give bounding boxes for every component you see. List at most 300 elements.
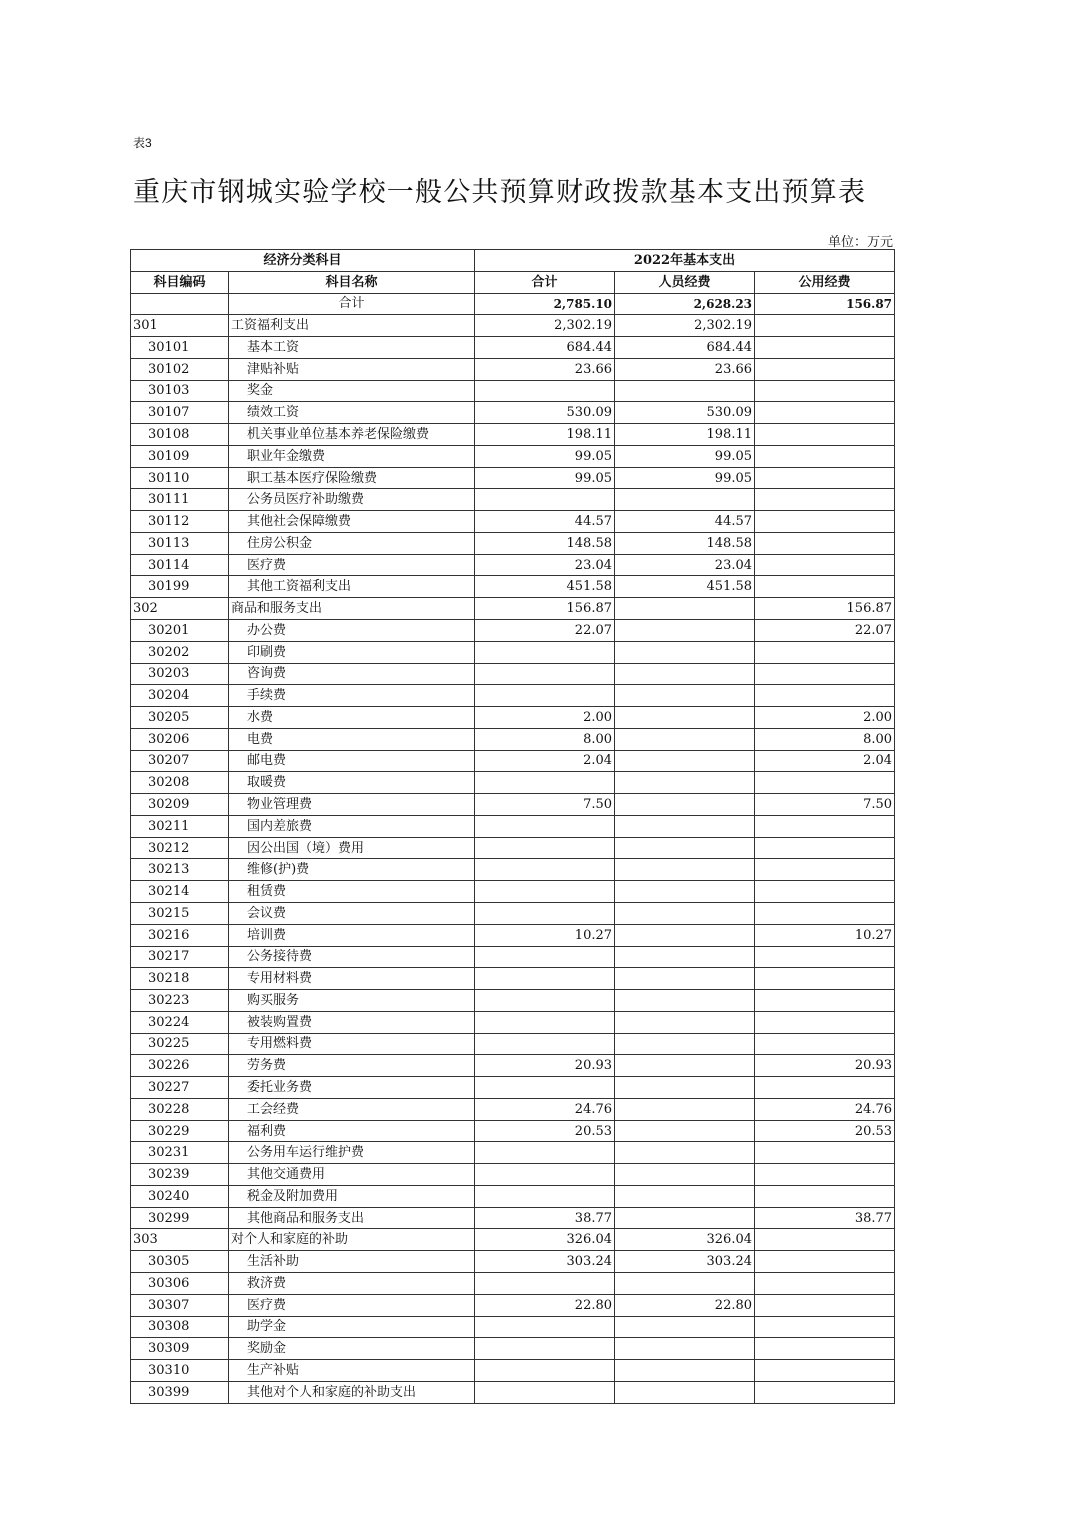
code-cell: 30229 bbox=[131, 1120, 229, 1142]
table-row bbox=[131, 402, 895, 424]
code-cell: 30215 bbox=[131, 902, 229, 924]
table-row bbox=[131, 1338, 895, 1360]
total-cell: 20.53 bbox=[475, 1120, 615, 1142]
public-cell bbox=[755, 402, 895, 424]
name-cell: 其他工资福利支出 bbox=[229, 576, 475, 598]
personnel-cell: 22.80 bbox=[615, 1294, 755, 1316]
public-cell bbox=[755, 902, 895, 924]
code-cell: 30204 bbox=[131, 685, 229, 707]
table-row bbox=[131, 467, 895, 489]
personnel-cell: 99.05 bbox=[615, 467, 755, 489]
personnel-cell bbox=[615, 946, 755, 968]
table-row bbox=[131, 620, 895, 642]
total-cell bbox=[475, 1033, 615, 1055]
total-cell: 22.80 bbox=[475, 1294, 615, 1316]
public-cell bbox=[755, 511, 895, 533]
table-body bbox=[131, 293, 895, 1403]
code-cell: 30101 bbox=[131, 337, 229, 359]
personnel-cell bbox=[615, 707, 755, 729]
public-cell bbox=[755, 990, 895, 1012]
code-cell: 30228 bbox=[131, 1098, 229, 1120]
total-cell bbox=[475, 1338, 615, 1360]
table-row bbox=[131, 663, 895, 685]
code-cell: 30214 bbox=[131, 881, 229, 903]
public-cell bbox=[755, 1033, 895, 1055]
header-row-columns bbox=[131, 271, 895, 293]
total-cell: 198.11 bbox=[475, 424, 615, 446]
code-cell: 30107 bbox=[131, 402, 229, 424]
code-cell: 30108 bbox=[131, 424, 229, 446]
personnel-cell bbox=[615, 924, 755, 946]
name-cell: 绩效工资 bbox=[229, 402, 475, 424]
total-cell: 38.77 bbox=[475, 1207, 615, 1229]
code-cell: 30310 bbox=[131, 1360, 229, 1382]
public-cell bbox=[755, 1316, 895, 1338]
code-cell: 30111 bbox=[131, 489, 229, 511]
public-cell bbox=[755, 489, 895, 511]
public-cell bbox=[755, 1294, 895, 1316]
name-cell: 对个人和家庭的补助 bbox=[229, 1229, 475, 1251]
total-cell bbox=[475, 990, 615, 1012]
personnel-cell bbox=[615, 815, 755, 837]
public-cell bbox=[755, 1185, 895, 1207]
personnel-cell: 198.11 bbox=[615, 424, 755, 446]
table-row bbox=[131, 772, 895, 794]
public-cell bbox=[755, 1272, 895, 1294]
personnel-cell: 44.57 bbox=[615, 511, 755, 533]
total-cell bbox=[475, 1011, 615, 1033]
total-cell: 156.87 bbox=[475, 598, 615, 620]
name-cell: 购买服务 bbox=[229, 990, 475, 1012]
public-cell bbox=[755, 641, 895, 663]
table-row bbox=[131, 728, 895, 750]
table-row bbox=[131, 815, 895, 837]
name-cell: 国内差旅费 bbox=[229, 815, 475, 837]
name-cell: 培训费 bbox=[229, 924, 475, 946]
total-cell: 326.04 bbox=[475, 1229, 615, 1251]
public-cell: 2.00 bbox=[755, 707, 895, 729]
total-cell: 99.05 bbox=[475, 445, 615, 467]
total-cell: 24.76 bbox=[475, 1098, 615, 1120]
personnel-cell bbox=[615, 489, 755, 511]
total-cell: 2,302.19 bbox=[475, 315, 615, 337]
code-cell: 30112 bbox=[131, 511, 229, 533]
table-row bbox=[131, 358, 895, 380]
total-cell bbox=[475, 1077, 615, 1099]
code-cell: 30209 bbox=[131, 794, 229, 816]
total-cell: 148.58 bbox=[475, 532, 615, 554]
name-cell: 救济费 bbox=[229, 1272, 475, 1294]
code-cell: 30240 bbox=[131, 1185, 229, 1207]
public-cell bbox=[755, 881, 895, 903]
code-cell: 301 bbox=[131, 315, 229, 337]
total-cell bbox=[475, 946, 615, 968]
total-cell bbox=[475, 1164, 615, 1186]
public-cell: 2.04 bbox=[755, 750, 895, 772]
header-personnel: 人员经费 bbox=[615, 271, 755, 293]
personnel-cell bbox=[615, 1272, 755, 1294]
public-cell bbox=[755, 445, 895, 467]
code-cell: 30299 bbox=[131, 1207, 229, 1229]
public-cell bbox=[755, 663, 895, 685]
personnel-cell bbox=[615, 1033, 755, 1055]
total-cell: 22.07 bbox=[475, 620, 615, 642]
code-cell: 30306 bbox=[131, 1272, 229, 1294]
public-cell bbox=[755, 380, 895, 402]
table-row bbox=[131, 511, 895, 533]
personnel-cell bbox=[615, 968, 755, 990]
personnel-cell bbox=[615, 1055, 755, 1077]
personnel-cell bbox=[615, 1120, 755, 1142]
table-row bbox=[131, 1294, 895, 1316]
public-cell bbox=[755, 772, 895, 794]
table-row bbox=[131, 1055, 895, 1077]
code-cell: 30114 bbox=[131, 554, 229, 576]
table-row bbox=[131, 685, 895, 707]
header-total: 合计 bbox=[475, 271, 615, 293]
public-cell bbox=[755, 1338, 895, 1360]
public-cell bbox=[755, 685, 895, 707]
table-row bbox=[131, 315, 895, 337]
name-cell: 邮电费 bbox=[229, 750, 475, 772]
table-row bbox=[131, 750, 895, 772]
name-cell: 其他交通费用 bbox=[229, 1164, 475, 1186]
table-row bbox=[131, 1033, 895, 1055]
name-cell: 生产补贴 bbox=[229, 1360, 475, 1382]
public-cell bbox=[755, 968, 895, 990]
name-cell: 取暖费 bbox=[229, 772, 475, 794]
name-cell: 医疗费 bbox=[229, 554, 475, 576]
total-cell bbox=[475, 881, 615, 903]
public-cell bbox=[755, 946, 895, 968]
personnel-cell bbox=[615, 1316, 755, 1338]
public-cell bbox=[755, 1360, 895, 1382]
table-row bbox=[131, 598, 895, 620]
name-cell: 专用燃料费 bbox=[229, 1033, 475, 1055]
name-cell: 手续费 bbox=[229, 685, 475, 707]
table-row bbox=[131, 1120, 895, 1142]
table-row bbox=[131, 1272, 895, 1294]
name-cell: 委托业务费 bbox=[229, 1077, 475, 1099]
name-cell: 津贴补贴 bbox=[229, 358, 475, 380]
code-cell: 30218 bbox=[131, 968, 229, 990]
public-cell bbox=[755, 859, 895, 881]
table-number-label: 表3 bbox=[133, 136, 152, 150]
total-cell: 684.44 bbox=[475, 337, 615, 359]
total-cell: 23.04 bbox=[475, 554, 615, 576]
code-cell: 30201 bbox=[131, 620, 229, 642]
code-cell: 30223 bbox=[131, 990, 229, 1012]
table-row bbox=[131, 532, 895, 554]
code-cell: 30225 bbox=[131, 1033, 229, 1055]
header-public: 公用经费 bbox=[755, 271, 895, 293]
name-cell: 工会经费 bbox=[229, 1098, 475, 1120]
public-cell bbox=[755, 1011, 895, 1033]
total-cell bbox=[475, 641, 615, 663]
name-cell: 助学金 bbox=[229, 1316, 475, 1338]
personnel-cell: 451.58 bbox=[615, 576, 755, 598]
public-cell bbox=[755, 1229, 895, 1251]
public-cell bbox=[755, 1077, 895, 1099]
code-cell: 30226 bbox=[131, 1055, 229, 1077]
table-row bbox=[131, 707, 895, 729]
code-cell: 30113 bbox=[131, 532, 229, 554]
personnel-cell: 684.44 bbox=[615, 337, 755, 359]
personnel-cell bbox=[615, 685, 755, 707]
name-cell: 专用材料费 bbox=[229, 968, 475, 990]
total-cell: 7.50 bbox=[475, 794, 615, 816]
name-cell: 福利费 bbox=[229, 1120, 475, 1142]
table-row bbox=[131, 1164, 895, 1186]
public-cell: 10.27 bbox=[755, 924, 895, 946]
table-row bbox=[131, 859, 895, 881]
name-cell: 其他商品和服务支出 bbox=[229, 1207, 475, 1229]
name-cell: 维修(护)费 bbox=[229, 859, 475, 881]
code-cell: 30102 bbox=[131, 358, 229, 380]
header-code: 科目编码 bbox=[131, 271, 229, 293]
personnel-cell bbox=[615, 1164, 755, 1186]
public-cell bbox=[755, 1251, 895, 1273]
total-sum-cell: 2,785.10 bbox=[475, 293, 615, 315]
personnel-cell bbox=[615, 1338, 755, 1360]
total-cell bbox=[475, 1142, 615, 1164]
name-cell: 咨询费 bbox=[229, 663, 475, 685]
code-cell: 30103 bbox=[131, 380, 229, 402]
code-cell: 30212 bbox=[131, 837, 229, 859]
unit-label: 单位：万元 bbox=[827, 235, 893, 250]
table-row bbox=[131, 424, 895, 446]
total-cell bbox=[475, 837, 615, 859]
code-cell: 30207 bbox=[131, 750, 229, 772]
name-cell: 租赁费 bbox=[229, 881, 475, 903]
table-row bbox=[131, 641, 895, 663]
total-cell: 2.04 bbox=[475, 750, 615, 772]
table-row bbox=[131, 902, 895, 924]
header-year-expense: 2022年基本支出 bbox=[475, 250, 895, 272]
personnel-cell bbox=[615, 1185, 755, 1207]
code-cell: 30305 bbox=[131, 1251, 229, 1273]
total-code-cell bbox=[131, 293, 229, 315]
code-cell: 30199 bbox=[131, 576, 229, 598]
code-cell: 30202 bbox=[131, 641, 229, 663]
name-cell: 印刷费 bbox=[229, 641, 475, 663]
public-cell bbox=[755, 532, 895, 554]
table-row bbox=[131, 881, 895, 903]
code-cell: 30308 bbox=[131, 1316, 229, 1338]
header-name: 科目名称 bbox=[229, 271, 475, 293]
name-cell: 工资福利支出 bbox=[229, 315, 475, 337]
code-cell: 30208 bbox=[131, 772, 229, 794]
code-cell: 303 bbox=[131, 1229, 229, 1251]
personnel-cell bbox=[615, 750, 755, 772]
name-cell: 其他对个人和家庭的补助支出 bbox=[229, 1381, 475, 1403]
name-cell: 公务用车运行维护费 bbox=[229, 1142, 475, 1164]
total-cell bbox=[475, 859, 615, 881]
name-cell: 物业管理费 bbox=[229, 794, 475, 816]
public-cell bbox=[755, 315, 895, 337]
table-row bbox=[131, 1360, 895, 1382]
total-cell: 530.09 bbox=[475, 402, 615, 424]
code-cell: 30307 bbox=[131, 1294, 229, 1316]
name-cell: 办公费 bbox=[229, 620, 475, 642]
total-cell bbox=[475, 902, 615, 924]
table-row bbox=[131, 1077, 895, 1099]
total-cell bbox=[475, 1381, 615, 1403]
personnel-cell bbox=[615, 1360, 755, 1382]
total-cell bbox=[475, 685, 615, 707]
personnel-cell bbox=[615, 728, 755, 750]
public-cell bbox=[755, 424, 895, 446]
public-cell bbox=[755, 337, 895, 359]
table-row bbox=[131, 1229, 895, 1251]
total-cell bbox=[475, 968, 615, 990]
table-row bbox=[131, 1381, 895, 1403]
personnel-cell bbox=[615, 990, 755, 1012]
code-cell: 30206 bbox=[131, 728, 229, 750]
personnel-cell bbox=[615, 380, 755, 402]
name-cell: 生活补助 bbox=[229, 1251, 475, 1273]
name-cell: 商品和服务支出 bbox=[229, 598, 475, 620]
total-cell: 99.05 bbox=[475, 467, 615, 489]
public-cell: 22.07 bbox=[755, 620, 895, 642]
name-cell: 住房公积金 bbox=[229, 532, 475, 554]
personnel-cell: 23.66 bbox=[615, 358, 755, 380]
total-public-cell: 156.87 bbox=[755, 293, 895, 315]
personnel-cell bbox=[615, 837, 755, 859]
code-cell: 30203 bbox=[131, 663, 229, 685]
name-cell: 税金及附加费用 bbox=[229, 1185, 475, 1207]
total-cell bbox=[475, 772, 615, 794]
code-cell: 30217 bbox=[131, 946, 229, 968]
personnel-cell bbox=[615, 1207, 755, 1229]
total-personnel-cell: 2,628.23 bbox=[615, 293, 755, 315]
code-cell: 30224 bbox=[131, 1011, 229, 1033]
total-cell: 23.66 bbox=[475, 358, 615, 380]
code-cell: 30399 bbox=[131, 1381, 229, 1403]
total-label-cell: 合计 bbox=[229, 293, 475, 315]
total-cell bbox=[475, 489, 615, 511]
total-cell bbox=[475, 1360, 615, 1382]
personnel-cell bbox=[615, 1381, 755, 1403]
public-cell bbox=[755, 554, 895, 576]
total-cell: 44.57 bbox=[475, 511, 615, 533]
table-row bbox=[131, 1316, 895, 1338]
public-cell bbox=[755, 576, 895, 598]
table-row bbox=[131, 554, 895, 576]
table-row bbox=[131, 924, 895, 946]
table-row bbox=[131, 1142, 895, 1164]
public-cell bbox=[755, 1142, 895, 1164]
personnel-cell bbox=[615, 598, 755, 620]
personnel-cell: 2,302.19 bbox=[615, 315, 755, 337]
public-cell bbox=[755, 358, 895, 380]
total-cell bbox=[475, 380, 615, 402]
table-row bbox=[131, 837, 895, 859]
total-cell: 303.24 bbox=[475, 1251, 615, 1273]
public-cell bbox=[755, 837, 895, 859]
personnel-cell: 303.24 bbox=[615, 1251, 755, 1273]
name-cell: 职业年金缴费 bbox=[229, 445, 475, 467]
total-cell: 8.00 bbox=[475, 728, 615, 750]
public-cell: 20.93 bbox=[755, 1055, 895, 1077]
name-cell: 奖励金 bbox=[229, 1338, 475, 1360]
personnel-cell: 99.05 bbox=[615, 445, 755, 467]
name-cell: 公务员医疗补助缴费 bbox=[229, 489, 475, 511]
total-cell: 10.27 bbox=[475, 924, 615, 946]
personnel-cell bbox=[615, 772, 755, 794]
header-row-group bbox=[131, 250, 895, 272]
code-cell: 30231 bbox=[131, 1142, 229, 1164]
table-row bbox=[131, 380, 895, 402]
code-cell: 30239 bbox=[131, 1164, 229, 1186]
name-cell: 其他社会保障缴费 bbox=[229, 511, 475, 533]
total-row bbox=[131, 293, 895, 315]
name-cell: 机关事业单位基本养老保险缴费 bbox=[229, 424, 475, 446]
total-cell: 2.00 bbox=[475, 707, 615, 729]
public-cell: 20.53 bbox=[755, 1120, 895, 1142]
code-cell: 30211 bbox=[131, 815, 229, 837]
code-cell: 30205 bbox=[131, 707, 229, 729]
total-cell bbox=[475, 1316, 615, 1338]
name-cell: 职工基本医疗保险缴费 bbox=[229, 467, 475, 489]
name-cell: 被装购置费 bbox=[229, 1011, 475, 1033]
table-row bbox=[131, 576, 895, 598]
public-cell bbox=[755, 815, 895, 837]
public-cell bbox=[755, 467, 895, 489]
name-cell: 水费 bbox=[229, 707, 475, 729]
personnel-cell bbox=[615, 902, 755, 924]
code-cell: 30110 bbox=[131, 467, 229, 489]
public-cell: 8.00 bbox=[755, 728, 895, 750]
name-cell: 会议费 bbox=[229, 902, 475, 924]
public-cell: 156.87 bbox=[755, 598, 895, 620]
table-row bbox=[131, 794, 895, 816]
public-cell: 24.76 bbox=[755, 1098, 895, 1120]
page-title: 重庆市钢城实验学校一般公共预算财政拨款基本支出预算表 bbox=[133, 177, 867, 208]
table-row bbox=[131, 1251, 895, 1273]
table-row bbox=[131, 337, 895, 359]
personnel-cell bbox=[615, 881, 755, 903]
personnel-cell bbox=[615, 1011, 755, 1033]
total-cell bbox=[475, 1185, 615, 1207]
code-cell: 30109 bbox=[131, 445, 229, 467]
code-cell: 30309 bbox=[131, 1338, 229, 1360]
header-econ-category: 经济分类科目 bbox=[131, 250, 475, 272]
table-row bbox=[131, 946, 895, 968]
personnel-cell: 530.09 bbox=[615, 402, 755, 424]
code-cell: 302 bbox=[131, 598, 229, 620]
name-cell: 基本工资 bbox=[229, 337, 475, 359]
personnel-cell bbox=[615, 663, 755, 685]
personnel-cell bbox=[615, 620, 755, 642]
table-row bbox=[131, 1098, 895, 1120]
name-cell: 劳务费 bbox=[229, 1055, 475, 1077]
personnel-cell: 326.04 bbox=[615, 1229, 755, 1251]
name-cell: 公务接待费 bbox=[229, 946, 475, 968]
name-cell: 因公出国（境）费用 bbox=[229, 837, 475, 859]
table-row bbox=[131, 1011, 895, 1033]
total-cell: 20.93 bbox=[475, 1055, 615, 1077]
code-cell: 30213 bbox=[131, 859, 229, 881]
table-row bbox=[131, 1207, 895, 1229]
total-cell bbox=[475, 1272, 615, 1294]
personnel-cell bbox=[615, 641, 755, 663]
table-row bbox=[131, 489, 895, 511]
table-row bbox=[131, 445, 895, 467]
total-cell bbox=[475, 663, 615, 685]
personnel-cell bbox=[615, 859, 755, 881]
code-cell: 30216 bbox=[131, 924, 229, 946]
